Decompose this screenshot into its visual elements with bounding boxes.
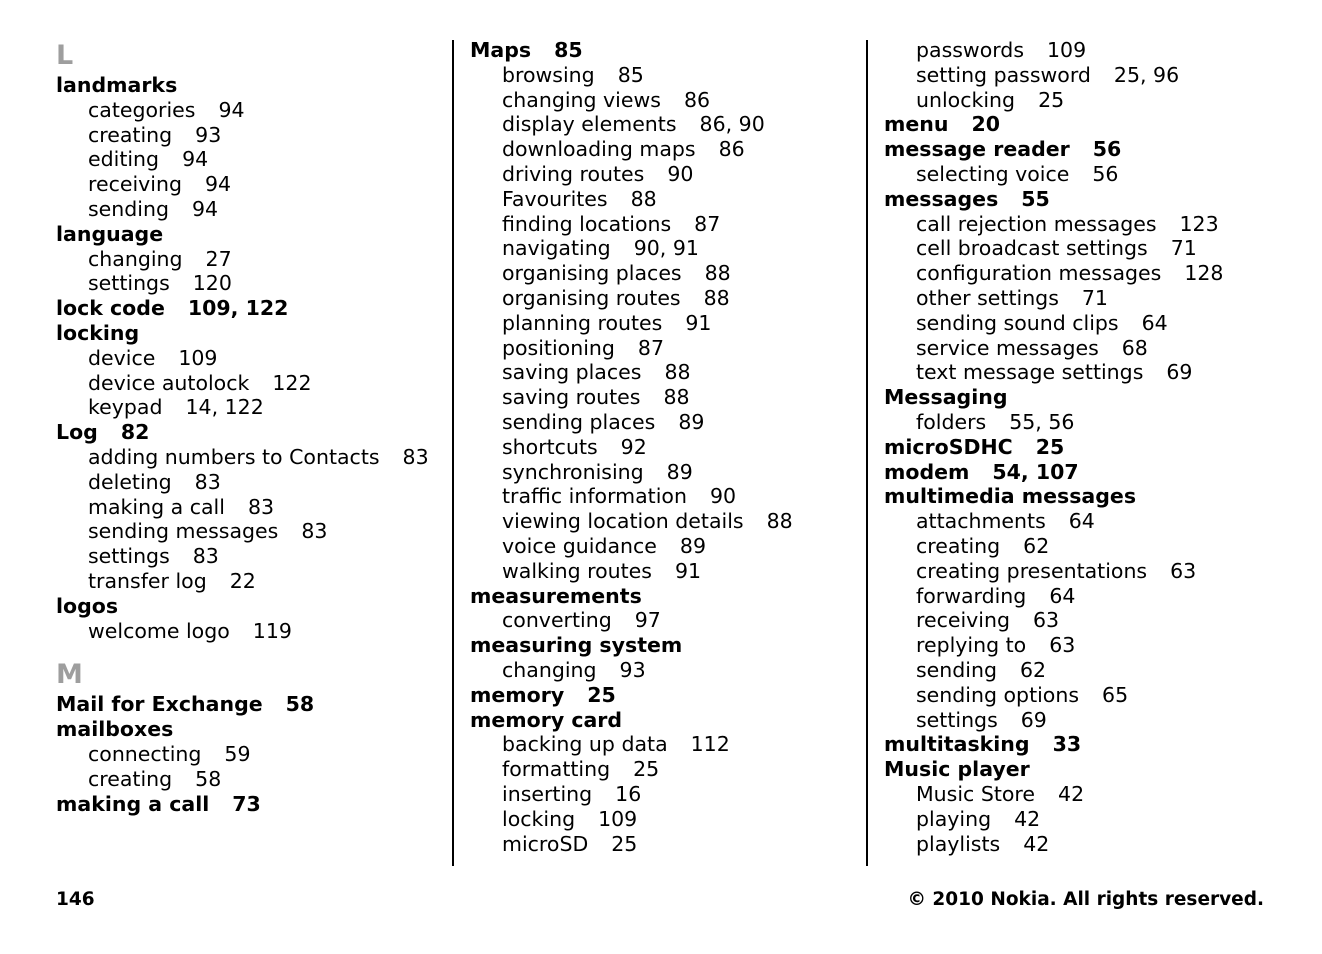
index-subentry [470,484,860,509]
index-term: cell broadcast settings [916,236,1148,261]
index-entry [56,420,446,445]
index-subentry [56,271,446,296]
index-column-2 [470,38,860,856]
page-reference: 94 [192,196,219,221]
index-term: driving routes [502,161,645,186]
page-reference: 33 [1052,732,1082,757]
index-entry [884,484,1304,509]
index-entry [884,187,1304,212]
index-subentry [470,385,860,410]
index-subentry [56,445,446,470]
index-entry [56,594,446,619]
page-reference: 73 [232,791,261,816]
page-reference: 92 [620,434,647,459]
page-reference: 93 [195,122,222,147]
index-term: replying to [916,633,1027,658]
page-reference: 86 [683,87,711,112]
index-term: categories [88,97,196,122]
index-subentry [470,782,860,807]
index-subentry [470,360,860,385]
index-subentry [56,519,446,544]
page-reference: 94 [205,172,232,197]
index-term: making a call [56,791,210,816]
index-term: changing views [502,87,661,112]
index-term: language [56,221,164,246]
index-entry [470,683,860,708]
index-term: positioning [502,335,615,360]
page-reference: 85 [617,62,644,87]
page-reference: 63 [1033,608,1060,633]
index-subentry [884,708,1304,733]
index-entry [470,38,860,63]
index-subentry [470,212,860,237]
index-subentry [884,38,1304,63]
index-term: unlocking [916,87,1016,112]
index-term: setting password [916,62,1091,87]
index-term: lock code [56,296,165,321]
index-subentry [470,63,860,88]
page-reference: 25 [611,831,638,856]
index-subentry [470,88,860,113]
index-term: display elements [502,112,677,137]
index-entry [884,460,1304,485]
index-term: memory [470,682,565,707]
index-term: menu [884,112,949,137]
page-reference: 109 [1047,38,1087,62]
index-subentry [884,509,1304,534]
index-term: traffic information [502,484,687,509]
index-term: sending [88,196,169,221]
index-subentry [884,63,1304,88]
index-term: sending messages [88,519,279,544]
page-reference: 22 [229,568,256,593]
index-term: voice guidance [502,533,657,558]
index-subentry [56,346,446,371]
index-term: Music Store [916,781,1036,806]
index-term: Mail for Exchange [56,692,263,717]
index-subentry [56,495,446,520]
index-subentry [470,608,860,633]
copyright-notice: © 2010 Nokia. All rights reserved. [907,889,1264,910]
page-reference: 42 [1023,831,1050,856]
index-subentry [884,162,1304,187]
page-reference: 83 [301,519,328,544]
page-reference: 69 [1166,360,1193,385]
index-term: editing [88,147,160,172]
index-entry [56,296,446,321]
page-reference: 16 [615,781,642,806]
index-term: receiving [88,172,183,197]
index-term: passwords [916,38,1025,62]
index-term: downloading maps [502,137,696,162]
index-term: sending options [916,682,1080,707]
index-term: settings [916,707,998,732]
index-term: receiving [916,608,1011,633]
index-term: settings [88,544,170,569]
index-subentry [884,261,1304,286]
index-subentry [884,534,1304,559]
page-reference: 87 [694,211,721,236]
index-entry [56,717,446,742]
index-term: formatting [502,757,611,782]
index-subentry [470,137,860,162]
index-term: messages [884,186,999,211]
index-subentry [884,212,1304,237]
index-term: microSD [502,831,589,856]
section-letter: M [56,659,83,691]
index-subentry [470,658,860,683]
page-reference: 62 [1023,533,1050,558]
page-reference: 83 [192,544,219,569]
index-subentry [470,435,860,460]
index-term: attachments [916,509,1046,534]
index-term: logos [56,593,119,618]
index-subentry [884,236,1304,261]
index-subentry [56,123,446,148]
index-subentry [884,584,1304,609]
index-term: viewing location details [502,509,744,534]
page-reference: 59 [224,741,251,766]
page-reference: 88 [663,385,690,410]
page-reference: 42 [1014,806,1041,831]
index-entry [56,692,446,717]
index-subentry [470,534,860,559]
index-term: deleting [88,469,172,494]
index-term: creating presentations [916,558,1148,583]
page-reference: 109 [598,806,638,831]
index-term: finding locations [502,211,672,236]
page-reference: 88 [630,186,657,211]
column-divider [452,40,454,866]
page-reference: 123 [1179,211,1219,236]
index-entry [56,321,446,346]
index-subentry [470,559,860,584]
index-subentry [884,608,1304,633]
index-entry [884,757,1304,782]
index-subentry [470,336,860,361]
page-reference: 89 [679,533,707,558]
page-reference: 58 [195,766,222,791]
index-term: Log [56,420,98,445]
page-reference: 119 [252,618,292,643]
index-subentry [56,197,446,222]
page-reference: 71 [1170,236,1197,261]
index-term: changing [88,246,183,271]
page-reference: 88 [766,509,793,534]
index-term: Favourites [502,186,608,211]
index-term: multitasking [884,732,1030,757]
index-entry [884,112,1304,137]
index-entry [470,584,860,609]
index-term: keypad [88,395,163,420]
index-subentry [470,509,860,534]
index-term: device autolock [88,370,250,395]
page-reference: 89 [666,459,693,484]
index-subentry [470,311,860,336]
page-reference: 120 [192,271,232,296]
page-reference: 89 [678,409,705,434]
index-term: making a call [88,494,225,519]
index-term: call rejection messages [916,211,1157,236]
page-number: 146 [56,889,95,910]
page-reference: 65 [1102,682,1129,707]
index-term: sending sound clips [916,310,1119,335]
index-subentry [884,807,1304,832]
index-subentry [884,633,1304,658]
index-subentry [56,544,446,569]
page-reference: 90 [709,484,737,509]
index-subentry [884,88,1304,113]
index-term: selecting voice [916,161,1070,186]
page-reference: 25 [633,757,660,782]
index-subentry [56,767,446,792]
index-entry [884,385,1304,410]
index-subentry [884,832,1304,857]
index-term: Messaging [884,385,1008,410]
page-reference: 88 [703,285,730,310]
index-term: adding numbers to Contacts [88,444,380,469]
index-term: text message settings [916,360,1144,385]
page-reference: 82 [120,420,150,445]
index-subentry [56,395,446,420]
index-column-3 [884,38,1304,856]
index-subentry [56,247,446,272]
index-term: memory card [470,707,623,732]
index-subentry [884,559,1304,584]
page-reference: 25 [1038,87,1065,112]
page-reference: 90, 91 [633,236,699,261]
page-reference: 128 [1184,261,1224,286]
index-term: planning routes [502,310,663,335]
page-reference: 91 [685,310,712,335]
index-term: organising routes [502,285,681,310]
index-term: organising places [502,261,682,286]
page-reference: 90 [667,161,694,186]
page-reference: 86, 90 [699,112,765,137]
index-term: service messages [916,335,1099,360]
index-term: backing up data [502,732,668,757]
index-term: landmarks [56,73,178,97]
index-term: creating [88,766,173,791]
index-term: message reader [884,137,1070,162]
index-subentry [470,732,860,757]
index-subentry [470,410,860,435]
page-reference: 86 [718,137,745,162]
index-term: locking [56,320,140,345]
index-subentry [470,236,860,261]
index-subentry [56,172,446,197]
page-reference: 62 [1020,657,1047,682]
page-reference: 64 [1141,310,1168,335]
index-term: other settings [916,285,1059,310]
page-reference: 87 [637,335,664,360]
page-reference: 56 [1092,137,1122,162]
index-subentry [56,569,446,594]
index-entry [470,633,860,658]
index-term: converting [502,608,612,633]
index-term: settings [88,271,170,296]
index-subentry [470,187,860,212]
index-subentry [470,807,860,832]
index-subentry [56,470,446,495]
page-reference: 63 [1170,558,1197,583]
page-reference: 85 [554,38,583,62]
page-reference: 112 [690,732,730,757]
index-term: playing [916,806,992,831]
page-reference: 25, 96 [1113,62,1180,87]
index-term: measurements [470,583,642,608]
page-reference: 63 [1049,633,1076,658]
page-reference: 109, 122 [187,296,289,321]
index-entry [884,137,1304,162]
index-subentry [470,832,860,857]
page-reference: 91 [674,558,702,583]
page-reference: 93 [619,657,646,682]
index-entry [56,222,446,247]
page-reference: 64 [1049,583,1076,608]
index-term: saving routes [502,385,641,410]
index-term: welcome logo [88,618,230,643]
page-reference: 88 [664,360,691,385]
page-reference: 55, 56 [1009,409,1075,434]
index-entry [56,792,446,817]
index-subentry [56,98,446,123]
index-term: saving places [502,360,642,385]
index-subentry [884,410,1304,435]
index-term: Maps [470,38,532,62]
index-entry [884,435,1304,460]
index-subentry [884,782,1304,807]
page-reference: 97 [634,608,661,633]
index-term: measuring system [470,633,683,658]
index-subentry [884,360,1304,385]
index-term: device [88,345,156,370]
index-term: synchronising [502,459,644,484]
index-subentry [470,261,860,286]
index-term: mailboxes [56,717,174,742]
index-subentry [470,286,860,311]
index-term: locking [502,806,576,831]
index-term: walking routes [502,558,652,583]
index-term: modem [884,459,970,484]
index-term: configuration messages [916,261,1162,286]
page-reference: 71 [1081,285,1108,310]
index-subentry [470,112,860,137]
page-reference: 55 [1021,186,1050,211]
index-term: folders [916,409,987,434]
page-reference: 83 [247,494,275,519]
page-reference: 42 [1058,781,1085,806]
index-term: multimedia messages [884,484,1137,509]
index-subentry [56,742,446,767]
index-term: microSDHC [884,434,1013,459]
page-reference: 109 [178,345,218,370]
page-reference: 88 [704,261,731,286]
index-term: creating [916,533,1001,558]
page-reference: 64 [1068,509,1095,534]
index-entry [884,732,1304,757]
page-reference: 94 [182,147,209,172]
page-reference: 25 [1035,434,1065,459]
index-entry [56,73,446,98]
page-reference: 58 [285,692,315,717]
index-term: browsing [502,62,595,87]
index-subentry [56,619,446,644]
index-term: connecting [88,741,202,766]
index-entry [470,708,860,733]
index-term: shortcuts [502,434,598,459]
index-term: sending places [502,409,656,434]
index-term: Music player [884,757,1030,782]
index-term: creating [88,122,173,147]
index-subentry [470,162,860,187]
page-reference: 94 [218,97,245,122]
page-reference: 83 [402,444,429,469]
page-reference: 25 [587,682,616,707]
page-reference: 68 [1121,335,1148,360]
page-reference: 69 [1020,707,1047,732]
index-subentry [470,757,860,782]
page-reference: 54, 107 [992,459,1079,484]
page-reference: 20 [971,112,1000,137]
index-subentry [884,336,1304,361]
page-reference: 27 [205,246,232,271]
page-reference: 83 [194,469,221,494]
index-subentry [884,286,1304,311]
index-subentry [56,147,446,172]
index-term: playlists [916,831,1001,856]
index-subentry [56,371,446,396]
index-subentry [884,658,1304,683]
index-subentry [884,311,1304,336]
page-reference: 122 [272,370,312,395]
index-column-1 [56,38,446,816]
index-subentry [470,460,860,485]
index-term: navigating [502,236,611,261]
section-letter: L [56,40,74,71]
page-reference: 56 [1092,161,1119,186]
index-term: forwarding [916,583,1027,608]
index-term: transfer log [88,568,207,593]
page-reference: 14, 122 [185,395,264,420]
index-term: sending [916,657,997,682]
index-term: inserting [502,781,593,806]
column-divider [866,40,868,866]
index-subentry [884,683,1304,708]
index-term: changing [502,657,597,682]
